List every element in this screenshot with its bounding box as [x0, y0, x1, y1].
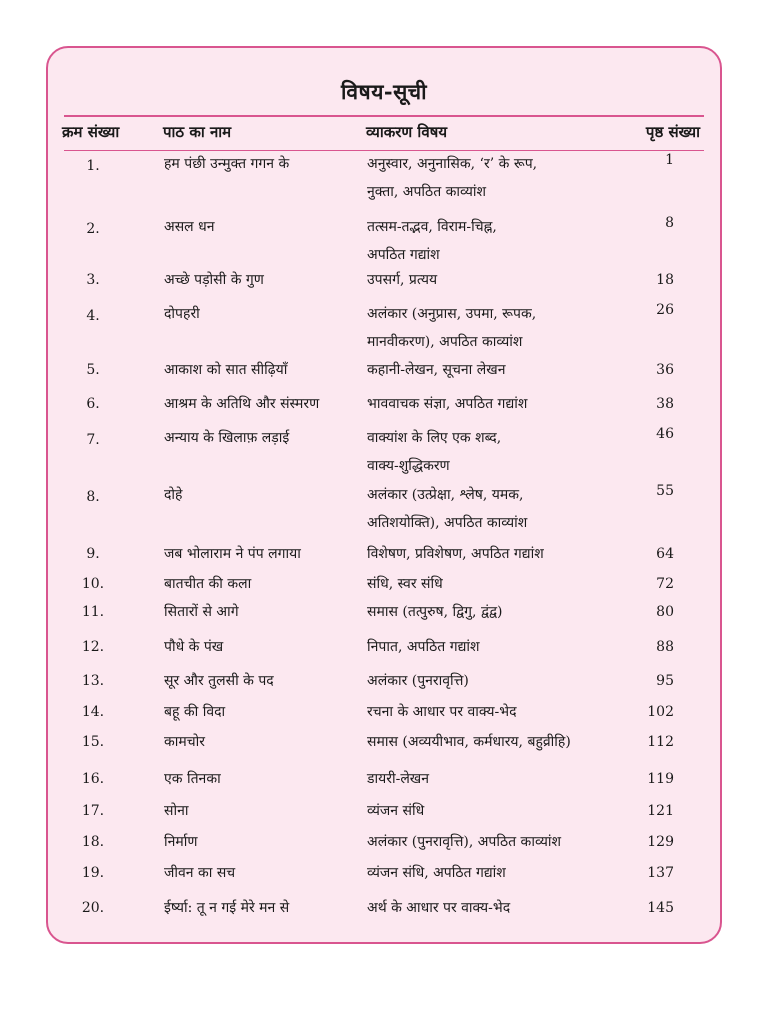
row-page-number: 88: [656, 639, 674, 655]
row-grammar: [367, 765, 637, 793]
row-page-number: 8: [665, 215, 674, 231]
table-row: [48, 424, 720, 474]
row-number: 10.: [81, 576, 105, 592]
row-lesson-name: एक तिनका: [164, 771, 221, 787]
row-page-number: 80: [656, 604, 674, 620]
row-grammar: [367, 570, 637, 598]
row-number: 5.: [86, 362, 100, 378]
row-page-number: 129: [647, 834, 674, 850]
header-number: क्रम संख्या: [62, 123, 120, 141]
table-row: [48, 481, 720, 531]
table-row: [48, 150, 720, 200]
row-lesson-name: अच्छे पड़ोसी के गुण: [164, 272, 264, 288]
row-page-number: 112: [647, 734, 674, 750]
row-lesson-name: निर्माण: [164, 834, 198, 850]
table-row: [48, 300, 720, 350]
row-lesson-name: असल धन: [164, 219, 215, 235]
row-number: 1.: [86, 158, 100, 174]
grammar-line: तत्सम-तद्भव, विराम-चिह्न,: [367, 219, 497, 235]
row-grammar: [367, 540, 637, 568]
grammar-line: व्यंजन संधि, अपठित गद्यांश: [367, 865, 506, 881]
row-number: 4.: [86, 308, 100, 324]
row-number: 3.: [86, 272, 100, 288]
row-page-number: 1: [665, 152, 674, 168]
row-number: 20.: [81, 900, 105, 916]
grammar-line: वाक्य-शुद्धिकरण: [367, 458, 450, 474]
row-page-number: 46: [656, 426, 674, 442]
row-page-number: 36: [656, 362, 674, 378]
contents-panel: [46, 46, 722, 944]
row-grammar: [367, 150, 637, 206]
row-lesson-name: आश्रम के अतिथि और संस्मरण: [164, 396, 320, 412]
grammar-line: समास (तत्पुरुष, द्विगु, द्वंद्व): [367, 604, 503, 620]
row-grammar: [367, 356, 637, 384]
row-number: 15.: [81, 734, 105, 750]
grammar-line: संधि, स्वर संधि: [367, 576, 443, 592]
row-lesson-name: सोना: [164, 803, 189, 819]
grammar-line: समास (अव्ययीभाव, कर्मधारय, बहुव्रीहि): [367, 734, 571, 750]
row-page-number: 137: [647, 865, 674, 881]
row-number: 16.: [81, 771, 105, 787]
grammar-line: अलंकार (पुनरावृत्ति): [367, 673, 469, 689]
row-grammar: [367, 667, 637, 695]
row-grammar: [367, 797, 637, 825]
row-lesson-name: पौधे के पंख: [164, 639, 224, 655]
row-grammar: [367, 481, 637, 537]
row-page-number: 26: [656, 302, 674, 318]
grammar-line: कहानी-लेखन, सूचना लेखन: [367, 362, 506, 378]
row-grammar: [367, 213, 637, 269]
row-grammar: [367, 424, 637, 480]
row-grammar: [367, 728, 637, 756]
row-lesson-name: ईर्ष्या: तू न गई मेरे मन से: [164, 900, 290, 916]
row-grammar: [367, 390, 637, 418]
grammar-line: डायरी-लेखन: [367, 771, 430, 787]
row-lesson-name: बातचीत की कला: [164, 576, 252, 592]
row-lesson-name: हम पंछी उन्मुक्त गगन के: [164, 156, 290, 172]
header-lesson: पाठ का नाम: [163, 123, 232, 141]
row-grammar: [367, 828, 637, 856]
row-lesson-name: दोहे: [164, 487, 183, 503]
row-lesson-name: सितारों से आगे: [164, 604, 239, 620]
grammar-line: अपठित गद्यांश: [367, 247, 440, 263]
row-number: 6.: [86, 396, 100, 412]
header-grammar: व्याकरण विषय: [366, 123, 448, 141]
grammar-line: अतिशयोक्ति), अपठित काव्यांश: [367, 515, 528, 531]
row-page-number: 102: [647, 704, 674, 720]
row-number: 8.: [86, 489, 100, 505]
row-page-number: 95: [656, 673, 674, 689]
row-grammar: [367, 598, 637, 626]
row-lesson-name: कामचोर: [164, 734, 205, 750]
row-grammar: [367, 859, 637, 887]
row-lesson-name: जीवन का सच: [164, 865, 236, 881]
title-divider: [64, 115, 704, 117]
grammar-line: विशेषण, प्रविशेषण, अपठित गद्यांश: [367, 546, 544, 562]
grammar-line: अलंकार (उत्प्रेक्षा, श्लेष, यमक,: [367, 487, 524, 503]
grammar-line: वाक्यांश के लिए एक शब्द,: [367, 430, 502, 446]
row-lesson-name: अन्याय के खिलाफ़ लड़ाई: [164, 430, 290, 446]
table-row: [48, 213, 720, 263]
grammar-line: नुक्ता, अपठित काव्यांश: [367, 184, 487, 200]
grammar-line: व्यंजन संधि: [367, 803, 425, 819]
grammar-line: अनुस्वार, अनुनासिक, ‘र’ के रूप,: [367, 156, 538, 172]
row-page-number: 145: [647, 900, 674, 916]
grammar-line: भाववाचक संज्ञा, अपठित गद्यांश: [367, 396, 528, 412]
row-lesson-name: आकाश को सात सीढ़ियाँ: [164, 362, 288, 378]
grammar-line: अलंकार (अनुप्रास, उपमा, रूपक,: [367, 306, 537, 322]
grammar-line: मानवीकरण), अपठित काव्यांश: [367, 334, 523, 350]
row-page-number: 55: [656, 483, 674, 499]
row-page-number: 38: [656, 396, 674, 412]
grammar-line: अलंकार (पुनरावृत्ति), अपठित काव्यांश: [367, 834, 561, 850]
table-row: [48, 894, 720, 944]
row-number: 9.: [86, 546, 100, 562]
row-page-number: 64: [656, 546, 674, 562]
grammar-line: निपात, अपठित गद्यांश: [367, 639, 480, 655]
grammar-line: अर्थ के आधार पर वाक्य-भेद: [367, 900, 511, 916]
row-page-number: 119: [647, 771, 674, 787]
row-number: 18.: [81, 834, 105, 850]
row-number: 14.: [81, 704, 105, 720]
row-lesson-name: बहू की विदा: [164, 704, 226, 720]
row-number: 17.: [81, 803, 105, 819]
row-number: 13.: [81, 673, 105, 689]
row-page-number: 72: [656, 576, 674, 592]
row-number: 12.: [81, 639, 105, 655]
row-number: 7.: [86, 432, 100, 448]
header-page: पृष्ठ संख्या: [645, 123, 700, 141]
row-grammar: [367, 894, 637, 922]
row-page-number: 121: [647, 803, 674, 819]
row-grammar: [367, 300, 637, 356]
page-title: विषय-सूची: [340, 79, 428, 104]
grammar-line: रचना के आधार पर वाक्य-भेद: [367, 704, 517, 720]
row-lesson-name: जब भोलाराम ने पंप लगाया: [164, 546, 301, 562]
row-number: 19.: [81, 865, 105, 881]
row-number: 11.: [81, 604, 105, 620]
row-lesson-name: सूर और तुलसी के पद: [164, 673, 274, 689]
row-grammar: [367, 633, 637, 661]
row-lesson-name: दोपहरी: [164, 306, 200, 322]
grammar-line: उपसर्ग, प्रत्यय: [367, 272, 438, 288]
row-page-number: 18: [656, 272, 674, 288]
row-grammar: [367, 266, 637, 294]
row-grammar: [367, 698, 637, 726]
row-number: 2.: [86, 221, 100, 237]
